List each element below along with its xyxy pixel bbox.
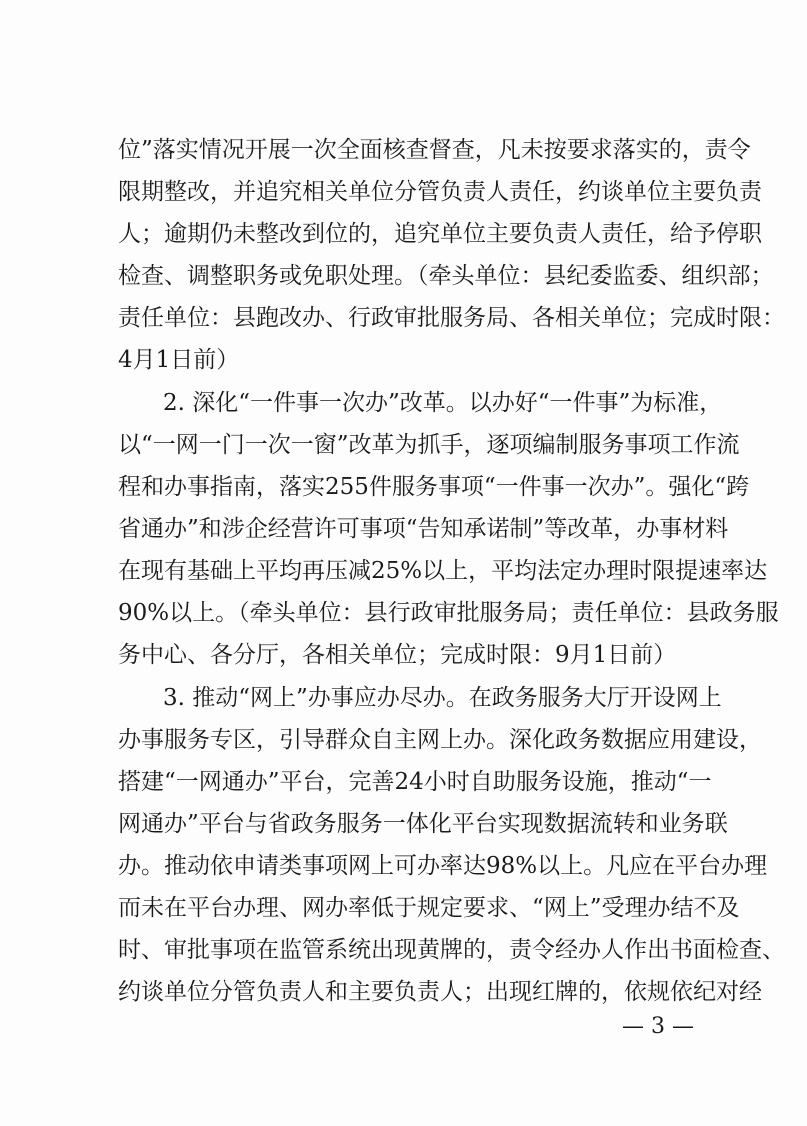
paragraph-1-line-6: 4月1日前） [118, 347, 240, 373]
paragraph-3-line-2: 办事服务专区，引导群众自主网上办。深化政务数据应用建设， [118, 727, 762, 753]
paragraph-2-line-6: 90%以上。（牵头单位：县行政审批服务局；责任单位：县政务服 [118, 600, 779, 626]
paragraph-1-line-4: 检查、调整职务或免职处理。（牵头单位：县纪委监委、组织部； [118, 263, 774, 289]
page-number: — 3 — [622, 1014, 694, 1039]
paragraph-2-line-2: 以“一网一门一次一窗”改革为抓手，逐项编制服务事项工作流 [118, 432, 740, 458]
paragraph-2-line-5: 在现有基础上平均再压减25%以上，平均法定办理时限提速率达 [118, 558, 768, 584]
paragraph-2-line-1: 2. 深化“一件事一次办”改革。以办好“一件事”为标准， [163, 390, 723, 416]
paragraph-3-line-7: 时、审批事项在监管系统出现黄牌的，责令经办人作出书面检查、 [118, 937, 785, 963]
paragraph-3-line-3: 搭建“一网通办”平台，完善24小时自助服务设施，推动“一 [118, 769, 712, 795]
paragraph-1-line-5: 责任单位：县跑改办、行政审批服务局、各相关单位；完成时限： [118, 305, 785, 331]
paragraph-1-line-2: 限期整改，并追究相关单位分管负责人责任，约谈单位主要负责 [118, 179, 762, 205]
paragraph-3-line-5: 办。推动依申请类事项网上可办率达98%以上。凡应在平台办理 [118, 853, 768, 879]
paragraph-1-line-3: 人；逾期仍未整改到位的，追究单位主要负责人责任，给予停职 [118, 221, 762, 247]
paragraph-1-line-1: 位”落实情况开展一次全面核查督查，凡未按要求落实的，责令 [118, 137, 751, 163]
paragraph-3-line-4: 网通办”平台与省政务服务一体化平台实现数据流转和业务联 [118, 811, 728, 837]
paragraph-3-line-6: 而未在平台办理、网办率低于规定要求、“网上”受理办结不及 [118, 895, 740, 921]
paragraph-2-line-3: 程和办事指南，落实255件服务事项“一件事一次办”。强化“跨 [118, 474, 750, 500]
paragraph-2-line-4: 省通办”和涉企经营许可事项“告知承诺制”等改革，办事材料 [118, 516, 729, 542]
paragraph-3-line-8: 约谈单位分管负责人和主要负责人；出现红牌的，依规依纪对经 [118, 979, 762, 1005]
paragraph-3-line-1: 3. 推动“网上”办事应办尽办。在政务服务大厅开设网上 [163, 685, 722, 711]
paragraph-2-line-7: 务中心、各分厅，各相关单位；完成时限：9月1日前） [118, 642, 677, 668]
